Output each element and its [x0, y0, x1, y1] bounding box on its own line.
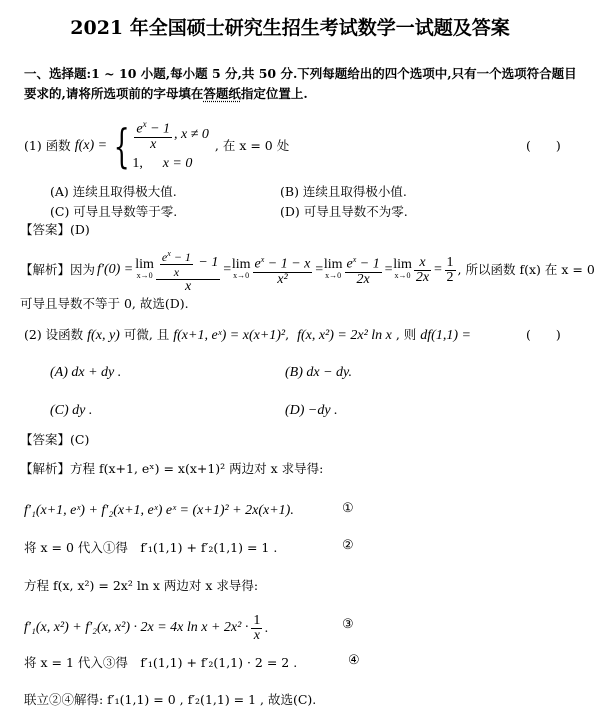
q2-stem-c: 可微, 且: [123, 327, 170, 342]
q2-answer-paren: ( ): [526, 327, 561, 342]
q1-tail: , 在 x = 0 处: [214, 138, 290, 153]
q1-analysis: 【解析】因为 f′(0) = lim x→0 $\frac{e^x - 1}{x}$ − 1 x = lim x→0 $\frac{e^x - 1 - x}{\text{x²}}$ = lim x→0 $\frac{e^x - 1}{2x}$ = lim x→0 $\frac{x}{2x}$ = $\frac{1}{2}$ , 所以函数 f(x) 在 x = 0: [20, 248, 595, 294]
q2-option-a: (A) dx + dy .: [50, 365, 122, 380]
q2-analysis-2: 方程 f(x, x²) = 2x² ln x 两边对 x 求导得:: [24, 578, 259, 593]
q1-analysis-line2: 可导且导数不等于 0, 故选(D).: [20, 296, 189, 311]
q1-brace: {: [113, 119, 130, 173]
q2-equation-c: f′₁(x, x²) + f′₂(x, x²) · 2x = 4x ln x + 2x² ·: [24, 620, 249, 635]
q2-stem-d: , 则: [395, 327, 417, 342]
q2-analysis-1: 【解析】方程 f(x+1, eˣ) = x(x+1)² 两边对 x 求导得:: [20, 461, 324, 476]
q2-equation-c-row: f′₁(x, x²) + f′₂(x, x²) · 2x = 4x ln x + 2x² · $\frac{1}{x}$ .: [24, 612, 269, 643]
question-1-stem: [24, 120, 289, 172]
q1-option-b: (B) 连续且取得极小值.: [280, 184, 407, 199]
question-2-stem: (2) 设函数 f(x, y) 可微, 且 f(x+1, eˣ) = x(x+1)², f(x, x²) = 2x² ln x , 则 df(1,1) =: [24, 327, 471, 343]
q2-stem-a: (2) 设函数: [24, 327, 84, 342]
section-instr-2c: 指定位置上.: [240, 86, 308, 101]
q2-option-d: (D) −dy .: [285, 403, 338, 418]
q1-option-c: (C) 可导且导数等于零.: [50, 204, 178, 219]
q1-case2-cond: x = 0: [162, 155, 193, 171]
section-instr-2a: 要求的,请将所选项前的字母填在: [24, 86, 204, 101]
q1-option-d: (D) 可导且导数不为零.: [280, 204, 408, 219]
q1-number: (1) 函数: [24, 138, 71, 153]
section-instructions: [24, 66, 577, 82]
q1-function: f(x) =: [74, 138, 108, 153]
q2-equation-d: 将 x = 1 代入③得 f′₁(1,1) + f′₂(1,1) · 2 = 2 .: [24, 655, 298, 670]
q1-answer: 【答案】(D): [20, 222, 90, 237]
q1-cases: $\frac{e^x - 1}{x}$ , x ≠ 0 1, x = 0: [132, 119, 209, 171]
q2-ask: df(1,1) =: [420, 328, 471, 343]
q1-case1-cond: , x ≠ 0: [174, 127, 209, 142]
q2-conclusion: 联立②④解得: f′₁(1,1) = 0 , f′₂(1,1) = 1 , 故选(C).: [24, 692, 317, 707]
q2-eq2: f(x, x²) = 2x² ln x: [297, 328, 392, 343]
q2-marker-4: ④: [348, 653, 360, 668]
q2-answer: 【答案】(C): [20, 432, 90, 447]
q2-equation-a: f′₁(x+1, eˣ) + f′₂(x+1, eˣ) eˣ = (x+1)² + 2x(x+1).: [24, 503, 294, 518]
q2-equation-b: 将 x = 0 代入①得 f′₁(1,1) + f′₂(1,1) = 1 .: [24, 540, 278, 555]
q2-marker-1: ①: [342, 501, 354, 516]
section-instr-line2: [24, 86, 308, 102]
q2-eq1: f(x+1, eˣ) = x(x+1)²: [173, 328, 286, 343]
q1-analysis-tail: , 所以函数 f(x) 在 x = 0: [457, 262, 595, 277]
section-label: 一、选择题: [24, 66, 87, 81]
q1-answer-paren: ( ): [526, 138, 561, 153]
q1-analysis-head: 【解析】因为: [20, 262, 96, 277]
q1-case2-val: 1,: [132, 155, 143, 171]
section-instr-1: :1 ~ 10 小题,每小题 5 分,共 50 分.下列每题给出的四个选项中,只有一个选项符合题目: [86, 66, 577, 81]
page-title: 2021 年全国硕士研究生招生考试数学一试题及答案: [70, 17, 510, 39]
q2-option-c: (C) dy .: [50, 403, 93, 418]
q2-marker-3: ③: [342, 617, 354, 632]
q2-equation-c-frac: $\frac{1}{x}$: [253, 612, 261, 643]
section-instr-2b: 答题纸: [203, 86, 241, 101]
q2-marker-2: ②: [342, 538, 354, 553]
q2-stem-b: f(x, y): [87, 328, 120, 343]
q1-option-a: (A) 连续且取得极大值.: [50, 184, 177, 199]
q2-option-b: (B) dx − dy.: [285, 365, 352, 380]
